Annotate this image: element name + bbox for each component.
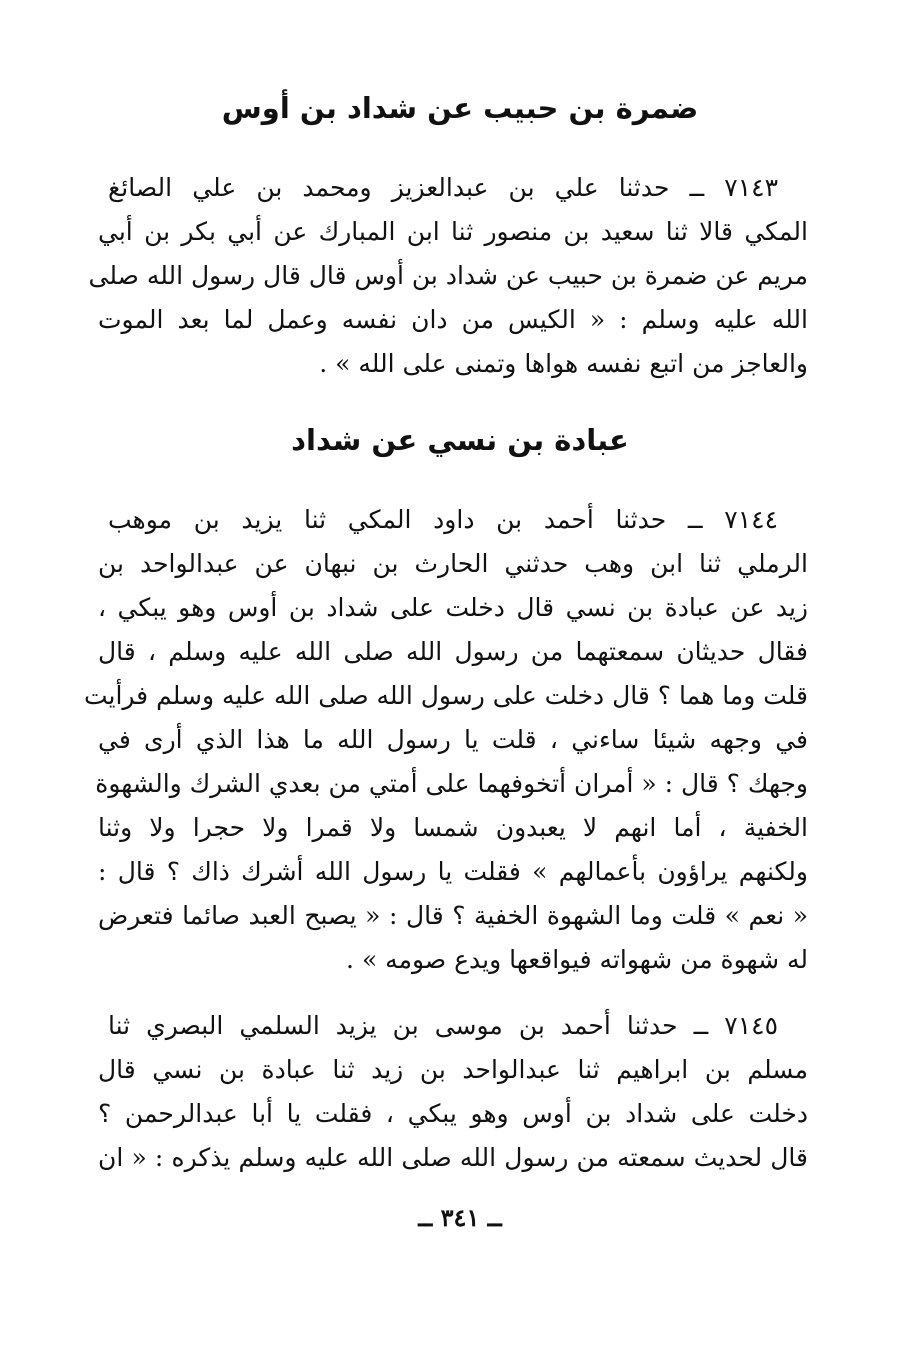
hadith-7144-line-2: الرملي ثنا ابن وهب حدثني الحارث بن نبهان عن عبدالواحد بن — [98, 549, 808, 578]
hadith-7145-line-4: قال لحديث سمعته من رسول الله صلى الله عليه وسلم يذكره : « ان — [98, 1143, 808, 1172]
hadith-7144-line-9: ولكنهم يراؤون بأعمالهم » فقلت يا رسول الله أشرك ذاك ؟ قال : — [98, 857, 808, 886]
hadith-7144-line-7: وجهك ؟ قال : « أمران أتخوفهما على أمتي من بعدي الشرك والشهوة — [95, 769, 808, 798]
hadith-7145-line-3: دخلت على شداد بن أوس وهو يبكي ، فقلت يا أبا عبدالرحمن ؟ — [98, 1099, 808, 1128]
section-heading-ubada: عبادة بن نسي عن شداد — [291, 423, 629, 457]
hadith-7144-line-11: له شهوة من شهواته فيواقعها ويدع صومه » . — [346, 945, 808, 974]
hadith-7143-line-2: المكي قالا ثنا سعيد بن منصور ثنا ابن المبارك عن أبي بكر بن أبي — [98, 217, 808, 246]
hadith-7145-line-2: مسلم بن ابراهيم ثنا عبدالواحد بن زيد ثنا عبادة بن نسي قال — [98, 1055, 808, 1084]
hadith-7143-line-3: مريم عن ضمرة بن حبيب عن شداد بن أوس قال قال رسول الله صلى — [88, 261, 808, 290]
hadith-7143-line-5: والعاجز من اتبع نفسه هواها وتمنى على الله » . — [319, 349, 808, 378]
hadith-7143-line-1: ٧١٤٣ ــ حدثنا علي بن عبدالعزيز ومحمد بن علي الصائغ — [108, 173, 778, 202]
hadith-7144-line-6: في وجهه شيئا ساءني ، قلت يا رسول الله ما هذا الذي أرى في — [98, 725, 808, 754]
hadith-7144-line-1: ٧١٤٤ ــ حدثنا أحمد بن داود المكي ثنا يزيد بن موهب — [108, 505, 778, 534]
hadith-7144-line-3: زيد عن عبادة بن نسي قال دخلت على شداد بن أوس وهو يبكي ، — [98, 593, 808, 622]
section-heading-damra: ضمرة بن حبيب عن شداد بن أوس — [221, 91, 699, 125]
hadith-7143-line-4: الله عليه وسلم : « الكيس من دان نفسه وعمل لما بعد الموت — [98, 305, 808, 334]
hadith-7144-line-5: قلت وما هما ؟ قال دخلت على رسول الله صلى الله عليه وسلم فرأيت — [83, 681, 808, 710]
hadith-7144-line-8: الخفية ، أما انهم لا يعبدون شمسا ولا قمرا ولا حجرا ولا وثنا — [98, 813, 808, 842]
page-number: ــ ٣٤١ ــ — [418, 1203, 502, 1232]
hadith-7144-line-4: فقال حديثان سمعتهما من رسول الله صلى الله عليه وسلم ، قال — [98, 637, 808, 666]
hadith-7145-line-1: ٧١٤٥ ــ حدثنا أحمد بن موسى بن يزيد السلمي البصري ثنا — [108, 1011, 778, 1040]
hadith-7144-line-10: « نعم » قلت وما الشهوة الخفية ؟ قال : « يصبح العبد صائما فتعرض — [98, 901, 808, 930]
